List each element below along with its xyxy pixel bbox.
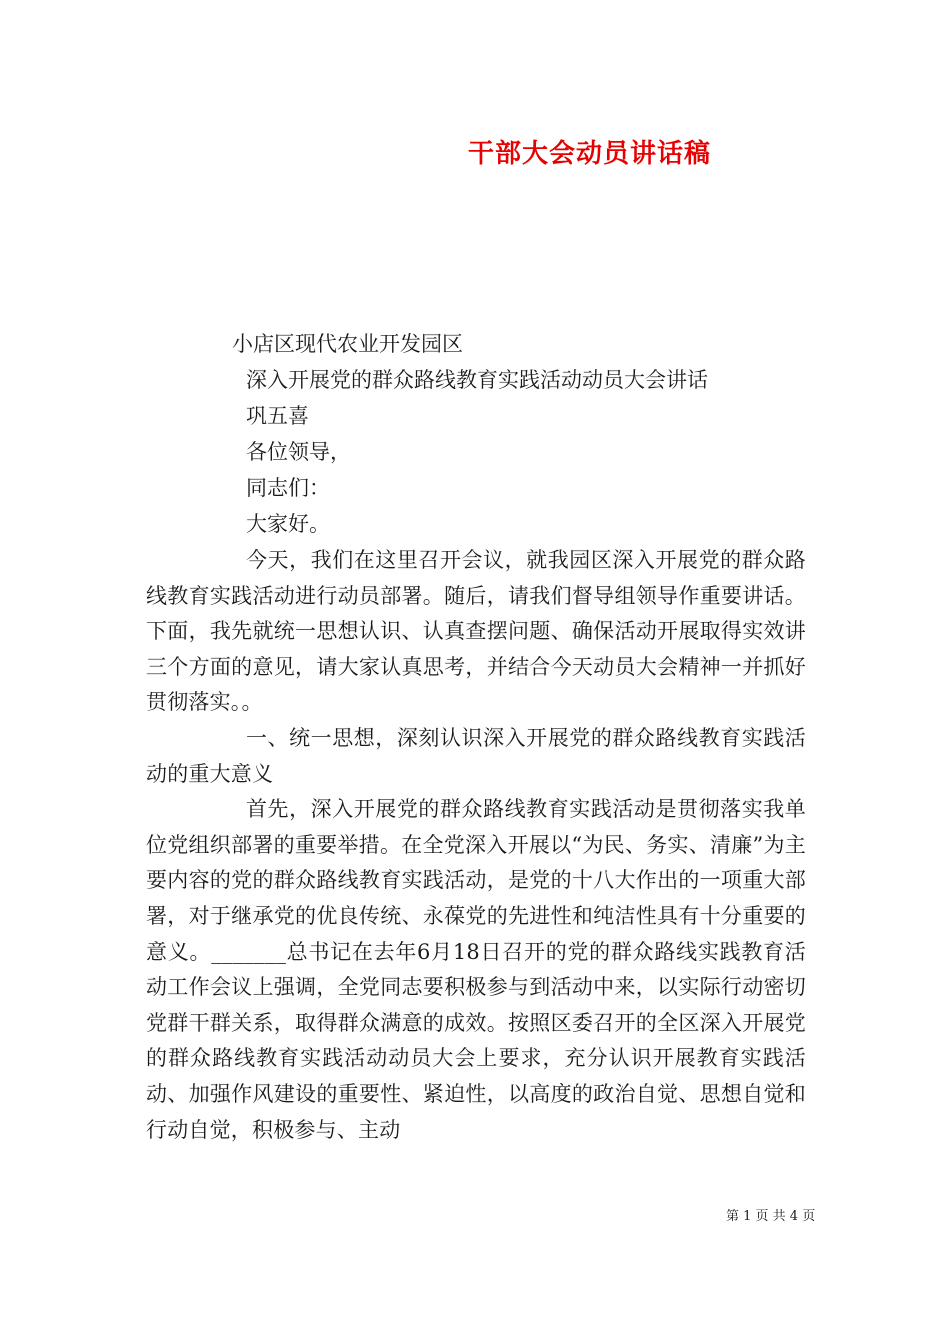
- body-paragraph-first-point: 首先，深入开展党的群众路线教育实践活动是贯彻落实我单位党组织部署的重要举措。在全党深入开展以“为民、务实、清廉”为主要内容的党的群众路线教育实践活动，是党的十八大作出的一项重大部署，对于继承党的优良传统、永葆党的先进性和纯洁性具有十分重要的意义。_______总书记在去年6月18日召开的党的群众路线实践教育活动工作会议上强调，全党同志要积极参与到活动中来，以实际行动密切党群干群关系，取得群众满意的成效。按照区委召开的全区深入开展党的群众路线教育实践活动动员大会上要求，充分认识开展教育实践活动、加强作风建设的重要性、紧迫性，以高度的政治自觉、思想自觉和行动自觉，积极参与、主动: [146, 797, 806, 1142]
- header-line-speech-title: 深入开展党的群众路线教育实践活动动员大会讲话: [246, 368, 708, 392]
- greeting-line: 大家好。: [246, 512, 330, 536]
- section-heading-1: 一、统一思想，深刻认识深入开展党的群众路线教育实践活动的重大意义: [146, 725, 806, 786]
- body-paragraph-opening: 今天，我们在这里召开会议，就我园区深入开展党的群众路线教育实践活动进行动员部署。随后，请我们督导组领导作重要讲话。下面，我先就统一思想认识、认真查摆问题、确保活动开展取得实效讲三个方面的意见，请大家认真思考，并结合今天动员大会精神一并抓好贯彻落实。。: [146, 548, 806, 715]
- salutation-comrades: 同志们：: [246, 476, 330, 500]
- salutation-leaders: 各位领导，: [246, 440, 351, 464]
- header-line-speaker: 巩五喜: [246, 404, 309, 428]
- document-title: 干部大会动员讲话稿: [468, 139, 712, 169]
- header-line-organization: 小店区现代农业开发园区: [232, 332, 463, 356]
- document-body: [146, 543, 806, 1148]
- page-number-footer: 第 1 页 共 4 页: [726, 1209, 816, 1224]
